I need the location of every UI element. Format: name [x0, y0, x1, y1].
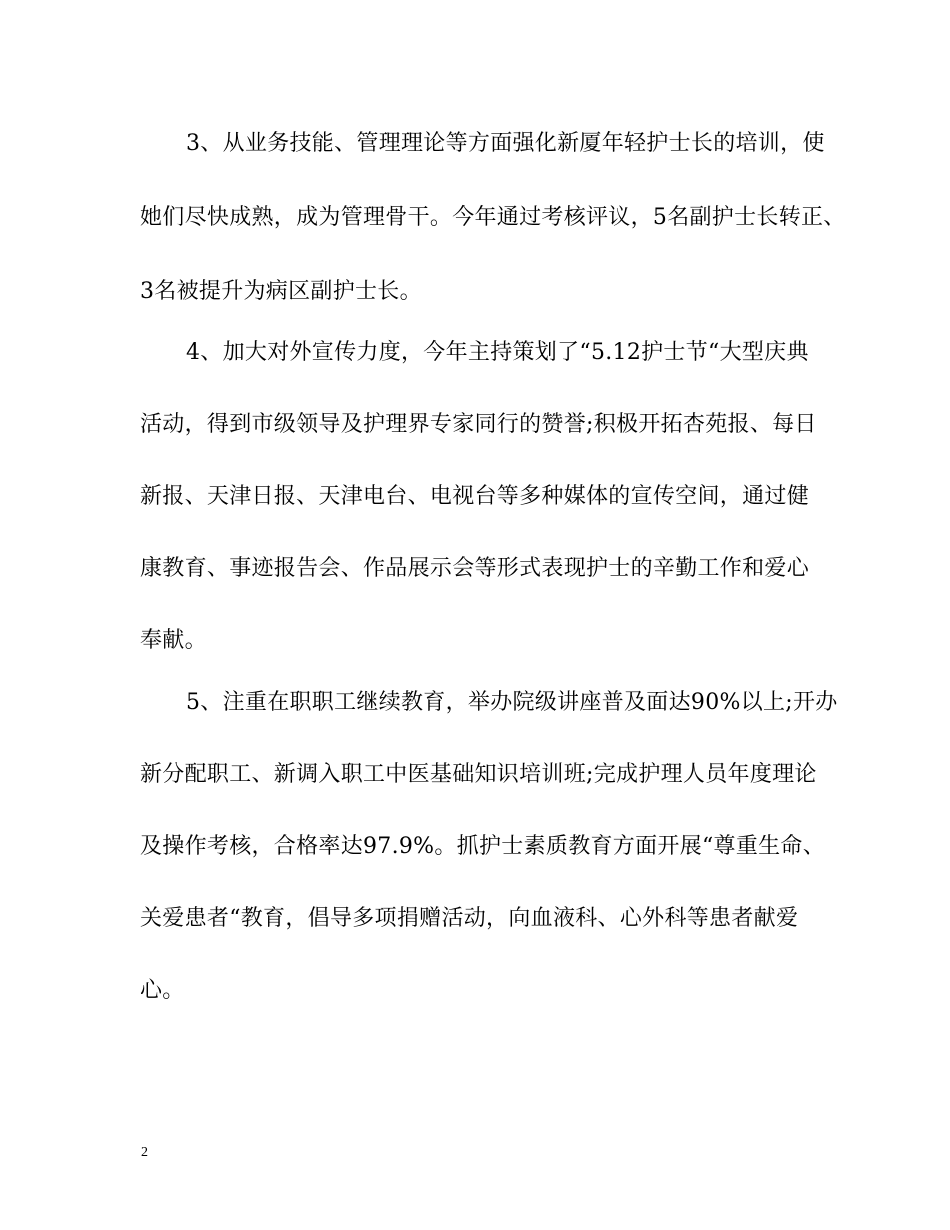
paragraph-3-line-2: 她们尽快成熟，成为管理骨干。今年通过考核评议，5名副护士长转正、 [140, 205, 846, 230]
page-number: 2 [141, 1145, 148, 1160]
paragraph-5-line-4: 关爱患者“教育，倡导多项捐赠活动，向血液科、心外科等患者献爱 [140, 906, 799, 931]
paragraph-5-line-3: 及操作考核，合格率达97.9%。抓护士素质教育方面开展“尊重生命、 [140, 834, 826, 859]
paragraph-4-line-3: 新报、天津日报、天津电台、电视台等多种媒体的宣传空间，通过健 [140, 484, 810, 509]
paragraph-4-line-5: 奉献。 [140, 628, 207, 653]
paragraph-4-line-2: 活动，得到市级领导及护理界专家同行的赞誉;积极开拓杏苑报、每日 [140, 412, 817, 437]
paragraph-3-line-3: 3名被提升为病区副护士长。 [140, 279, 422, 304]
paragraph-5-line-5: 心。 [140, 978, 185, 1003]
paragraph-5-line-2: 新分配职工、新调入职工中医基础知识培训班;完成护理人员年度理论 [140, 762, 817, 787]
paragraph-5-line-1: 5、注重在职职工继续教育，举办院级讲座普及面达90%以上;开办 [186, 690, 838, 715]
paragraph-3-line-1: 3、从业务技能、管理理论等方面强化新厦年轻护士长的培训，使 [186, 131, 825, 156]
paragraph-4-line-4: 康教育、事迹报告会、作品展示会等形式表现护士的辛勤工作和爱心 [140, 556, 810, 581]
paragraph-4-line-1: 4、加大对外宣传力度，今年主持策划了“5.12护士节“大型庆典 [186, 340, 809, 365]
